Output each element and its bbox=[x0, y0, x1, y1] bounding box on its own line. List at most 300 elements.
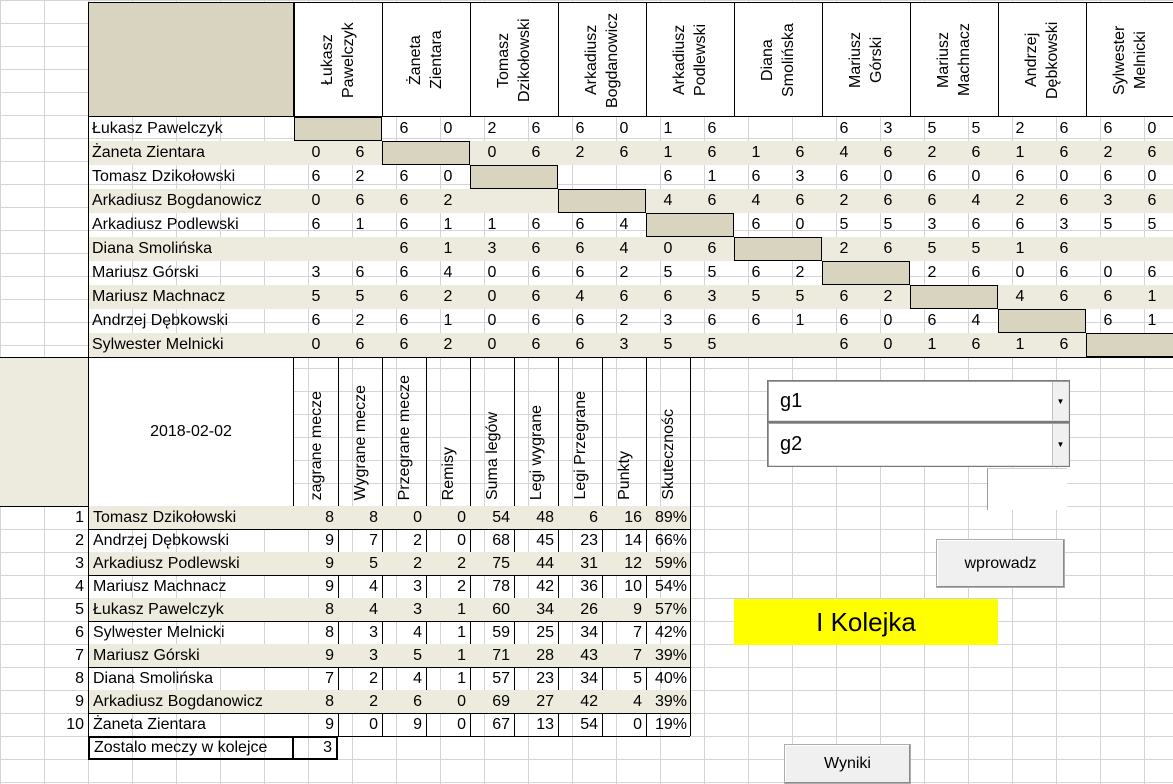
matrix-score-cell[interactable]: 6 bbox=[795, 192, 805, 209]
matrix-score-cell[interactable]: 6 bbox=[971, 144, 981, 161]
matrix-score-cell[interactable]: 6 bbox=[399, 240, 409, 257]
matrix-score-cell[interactable]: 1 bbox=[927, 336, 937, 353]
matrix-score-cell[interactable]: 6 bbox=[1103, 120, 1113, 137]
matrix-score-cell[interactable]: 2 bbox=[619, 264, 629, 281]
matrix-score-cell[interactable]: 2 bbox=[1015, 192, 1025, 209]
matrix-score-cell[interactable]: 6 bbox=[707, 120, 717, 137]
matrix-score-cell[interactable] bbox=[294, 237, 338, 261]
matrix-score-cell[interactable] bbox=[734, 333, 778, 357]
matrix-score-cell[interactable]: 6 bbox=[1103, 168, 1113, 185]
matrix-row-label: Łukasz Pawelczyk bbox=[92, 120, 223, 137]
matrix-score-cell[interactable]: 6 bbox=[883, 192, 893, 209]
matrix-score-cell[interactable]: 6 bbox=[839, 168, 849, 185]
matrix-col-header-line: Żaneta bbox=[407, 35, 424, 85]
matrix-score-cell[interactable]: 1 bbox=[487, 216, 497, 233]
matrix-score-cell[interactable]: 2 bbox=[443, 288, 453, 305]
matrix-score-cell[interactable]: 6 bbox=[399, 216, 409, 233]
matrix-score-cell[interactable]: 2 bbox=[927, 144, 937, 161]
standings-player-name: Sylwester Melnicki bbox=[88, 621, 294, 644]
matrix-score-cell[interactable]: 0 bbox=[1015, 264, 1025, 281]
standings-value: 1 bbox=[457, 646, 466, 664]
matrix-score-cell[interactable]: 6 bbox=[531, 240, 541, 257]
matrix-score-cell[interactable]: 6 bbox=[399, 336, 409, 353]
standings-value: 48 bbox=[536, 508, 554, 526]
matrix-score-cell[interactable]: 6 bbox=[839, 312, 849, 329]
matrix-col-header-line: Bogdanowicz bbox=[604, 12, 621, 108]
matrix-score-cell[interactable]: 0 bbox=[883, 168, 893, 185]
matrix-score-cell[interactable]: 0 bbox=[795, 216, 805, 233]
chevron-down-icon[interactable]: ▼ bbox=[1052, 424, 1068, 465]
matrix-score-cell[interactable]: 6 bbox=[1147, 144, 1157, 161]
standings-value: 1 bbox=[457, 669, 466, 687]
standings-value: 69 bbox=[492, 692, 510, 710]
matrix-left-border bbox=[88, 2, 89, 357]
standings-value: 66% bbox=[654, 531, 687, 549]
matrix-col-header-text bbox=[845, 10, 887, 110]
matrix-score-cell[interactable]: 1 bbox=[795, 312, 805, 329]
matrix-score-cell[interactable]: 6 bbox=[575, 120, 585, 137]
results-button[interactable] bbox=[784, 744, 911, 784]
matrix-score-cell[interactable]: 3 bbox=[1059, 216, 1069, 233]
matrix-score-cell[interactable]: 4 bbox=[443, 264, 453, 281]
matrix-row-label: Mariusz Górski bbox=[92, 264, 199, 281]
matrix-diagonal-cell bbox=[1086, 333, 1173, 357]
matrix-score-cell[interactable]: 2 bbox=[443, 336, 453, 353]
matrix-score-cell[interactable]: 6 bbox=[355, 192, 365, 209]
standings-value: 9 bbox=[325, 646, 334, 664]
standings-value: 7 bbox=[633, 623, 642, 641]
matrix-score-cell[interactable] bbox=[778, 117, 822, 141]
matrix-score-cell[interactable]: 6 bbox=[1059, 240, 1069, 257]
standings-value: 2 bbox=[457, 577, 466, 595]
matrix-score-cell[interactable]: 0 bbox=[883, 336, 893, 353]
matrix-score-cell[interactable]: 4 bbox=[751, 192, 761, 209]
standings-value: 13 bbox=[536, 715, 554, 733]
matrix-score-cell[interactable]: 6 bbox=[531, 264, 541, 281]
matrix-score-cell[interactable]: 6 bbox=[883, 144, 893, 161]
matrix-diagonal-cell bbox=[646, 213, 734, 237]
matrix-score-cell[interactable]: 6 bbox=[883, 240, 893, 257]
player1-combobox[interactable] bbox=[767, 380, 1070, 422]
standings-rank: 6 bbox=[75, 623, 84, 641]
standings-value: 42% bbox=[654, 623, 687, 641]
matrix-score-cell[interactable]: 0 bbox=[487, 264, 497, 281]
matrix-score-cell[interactable]: 3 bbox=[795, 168, 805, 185]
matrix-score-cell[interactable]: 6 bbox=[531, 216, 541, 233]
player1-combobox-value: g1 bbox=[780, 389, 803, 412]
matrix-score-cell[interactable]: 4 bbox=[971, 312, 981, 329]
matrix-score-cell[interactable]: 6 bbox=[1147, 192, 1157, 209]
standings-value: 7 bbox=[633, 646, 642, 664]
matrix-score-cell[interactable]: 6 bbox=[839, 288, 849, 305]
matrix-score-cell[interactable]: 6 bbox=[399, 288, 409, 305]
matrix-score-cell[interactable]: 6 bbox=[839, 336, 849, 353]
matrix-score-cell[interactable]: 2 bbox=[1015, 120, 1025, 137]
matrix-score-cell[interactable]: 6 bbox=[707, 312, 717, 329]
matrix-score-cell[interactable]: 6 bbox=[531, 144, 541, 161]
matrix-score-cell[interactable]: 6 bbox=[971, 336, 981, 353]
matrix-score-cell[interactable]: 6 bbox=[971, 264, 981, 281]
matrix-score-cell[interactable] bbox=[734, 117, 778, 141]
matrix-diagonal-cell bbox=[470, 165, 558, 189]
matrix-score-cell[interactable]: 4 bbox=[1015, 288, 1025, 305]
matrix-col-header-text bbox=[757, 10, 799, 110]
matrix-score-cell[interactable]: 6 bbox=[1059, 192, 1069, 209]
standings-value: 9 bbox=[633, 600, 642, 618]
matrix-score-cell[interactable]: 6 bbox=[751, 216, 761, 233]
matrix-score-cell[interactable]: 6 bbox=[751, 264, 761, 281]
matrix-score-cell[interactable]: 6 bbox=[1059, 120, 1069, 137]
standings-value: 14 bbox=[624, 531, 642, 549]
matrix-score-cell[interactable]: 6 bbox=[355, 264, 365, 281]
matrix-score-cell[interactable]: 6 bbox=[575, 240, 585, 257]
matrix-score-cell[interactable]: 6 bbox=[1103, 312, 1113, 329]
matrix-row-label: Tomasz Dzikołowski bbox=[92, 168, 236, 185]
matrix-score-cell[interactable]: 5 bbox=[883, 216, 893, 233]
standings-value: 28 bbox=[536, 646, 554, 664]
matrix-score-cell[interactable]: 2 bbox=[443, 192, 453, 209]
matrix-score-cell[interactable]: 6 bbox=[751, 312, 761, 329]
matrix-score-cell[interactable]: 2 bbox=[839, 240, 849, 257]
matrix-score-cell[interactable]: 6 bbox=[1103, 288, 1113, 305]
matrix-score-cell[interactable]: 6 bbox=[399, 192, 409, 209]
matrix-score-cell[interactable]: 1 bbox=[443, 312, 453, 329]
matrix-diagonal-cell bbox=[822, 261, 910, 285]
standings-col-header bbox=[294, 364, 338, 500]
standings-value: 8 bbox=[325, 508, 334, 526]
matrix-score-cell[interactable]: 6 bbox=[355, 336, 365, 353]
standings-value: 39% bbox=[654, 646, 687, 664]
standings-value: 4 bbox=[633, 692, 642, 710]
matrix-score-cell[interactable]: 2 bbox=[883, 288, 893, 305]
standings-value: 68 bbox=[492, 531, 510, 549]
matrix-score-cell[interactable]: 6 bbox=[531, 312, 541, 329]
matrix-score-cell[interactable]: 0 bbox=[487, 312, 497, 329]
matrix-col-header-line: Mariusz bbox=[847, 32, 864, 89]
matrix-score-cell[interactable]: 6 bbox=[1059, 336, 1069, 353]
matrix-diagonal-cell bbox=[294, 117, 382, 141]
matrix-score-cell[interactable]: 6 bbox=[707, 144, 717, 161]
standings-value: 9 bbox=[325, 554, 334, 572]
matrix-col-header-line: Łukasz bbox=[319, 34, 336, 86]
standings-value: 6 bbox=[413, 692, 422, 710]
standings-value: 8 bbox=[325, 623, 334, 641]
matrix-score-cell[interactable]: 6 bbox=[1147, 264, 1157, 281]
matrix-score-cell[interactable]: 2 bbox=[355, 168, 365, 185]
matrix-score-cell[interactable]: 2 bbox=[619, 312, 629, 329]
matrix-score-cell[interactable]: 1 bbox=[443, 240, 453, 257]
matrix-score-cell[interactable]: 3 bbox=[619, 336, 629, 353]
standings-value: 5 bbox=[633, 669, 642, 687]
matrix-score-cell[interactable]: 1 bbox=[1015, 144, 1025, 161]
matrix-score-cell[interactable]: 3 bbox=[487, 240, 497, 257]
matrix-col-header-text bbox=[581, 10, 623, 110]
matrix-row-label: Mariusz Machnacz bbox=[92, 288, 226, 305]
matrix-score-cell[interactable]: 3 bbox=[883, 120, 893, 137]
matrix-score-cell[interactable]: 1 bbox=[1147, 288, 1157, 305]
matrix-score-cell[interactable]: 6 bbox=[619, 144, 629, 161]
matrix-score-cell[interactable]: 6 bbox=[1059, 264, 1069, 281]
matrix-score-cell[interactable]: 6 bbox=[927, 192, 937, 209]
matrix-score-cell[interactable]: 5 bbox=[751, 288, 761, 305]
matrix-score-cell[interactable]: 6 bbox=[927, 312, 937, 329]
matrix-score-cell[interactable]: 0 bbox=[487, 336, 497, 353]
matrix-score-cell[interactable]: 4 bbox=[663, 192, 673, 209]
standings-value: 23 bbox=[580, 531, 598, 549]
standings-value: 26 bbox=[580, 600, 598, 618]
standings-player-name: Żaneta Zientara bbox=[88, 713, 294, 736]
standings-value: 3 bbox=[369, 646, 378, 664]
matrix-col-header bbox=[382, 10, 470, 110]
matrix-score-cell[interactable]: 6 bbox=[575, 216, 585, 233]
matrix-col-header-line: Andrzej bbox=[1023, 32, 1040, 88]
matrix-score-cell[interactable]: 1 bbox=[355, 216, 365, 233]
matrix-score-cell[interactable]: 6 bbox=[355, 144, 365, 161]
matrix-score-cell[interactable]: 1 bbox=[663, 120, 673, 137]
matrix-score-cell[interactable] bbox=[1130, 237, 1173, 261]
matrix-score-cell[interactable]: 6 bbox=[619, 288, 629, 305]
matrix-col-header-text bbox=[1109, 10, 1151, 110]
matrix-score-cell[interactable]: 5 bbox=[707, 264, 717, 281]
matrix-col-header-text bbox=[405, 10, 447, 110]
matrix-score-cell[interactable]: 0 bbox=[443, 168, 453, 185]
standings-player-name: Mariusz Machnacz bbox=[88, 575, 294, 598]
matrix-score-cell[interactable]: 2 bbox=[487, 120, 497, 137]
matrix-col-header-text bbox=[317, 10, 359, 110]
standings-value: 0 bbox=[457, 508, 466, 526]
matrix-col-header-line: Machnacz bbox=[956, 23, 973, 97]
matrix-col-header-line: Mariusz bbox=[935, 32, 952, 89]
matrix-diagonal-cell bbox=[998, 309, 1086, 333]
matrix-score-cell[interactable] bbox=[470, 189, 514, 213]
submit-button[interactable] bbox=[936, 539, 1065, 588]
matrix-diagonal-cell bbox=[734, 237, 822, 261]
submit-button-label: wprowadz bbox=[964, 554, 1037, 572]
matrix-score-cell[interactable] bbox=[514, 189, 558, 213]
matrix-score-cell[interactable]: 6 bbox=[575, 264, 585, 281]
chevron-down-icon[interactable]: ▼ bbox=[1052, 382, 1068, 420]
standings-value: 7 bbox=[325, 669, 334, 687]
matrix-score-cell[interactable]: 4 bbox=[575, 288, 585, 305]
matrix-score-cell[interactable]: 2 bbox=[795, 264, 805, 281]
round-label-text: I Kolejka bbox=[816, 606, 916, 637]
matrix-score-cell[interactable]: 6 bbox=[399, 120, 409, 137]
matrix-col-header bbox=[998, 10, 1086, 110]
matrix-score-cell[interactable]: 1 bbox=[443, 216, 453, 233]
remaining-matches-value: 3 bbox=[294, 736, 338, 760]
matrix-score-cell[interactable]: 5 bbox=[355, 288, 365, 305]
standings-value: 36 bbox=[580, 577, 598, 595]
matrix-score-cell[interactable]: 0 bbox=[311, 192, 321, 209]
matrix-score-cell[interactable]: 6 bbox=[311, 312, 321, 329]
matrix-score-cell[interactable]: 6 bbox=[399, 312, 409, 329]
player2-combobox[interactable] bbox=[767, 422, 1070, 467]
standings-col-header bbox=[382, 364, 426, 500]
standings-col-header bbox=[646, 364, 690, 500]
matrix-col-header-line: Zientara bbox=[428, 30, 445, 90]
standings-col-header bbox=[602, 364, 646, 500]
matrix-score-cell[interactable] bbox=[338, 237, 382, 261]
standings-value: 59% bbox=[654, 554, 687, 572]
matrix-score-cell[interactable]: 6 bbox=[1015, 216, 1025, 233]
standings-rank: 1 bbox=[75, 508, 84, 526]
matrix-diagonal-cell bbox=[382, 141, 470, 165]
score-input-box[interactable] bbox=[987, 468, 1067, 510]
matrix-score-cell[interactable]: 1 bbox=[1015, 240, 1025, 257]
matrix-score-cell[interactable]: 6 bbox=[575, 336, 585, 353]
matrix-score-cell[interactable]: 4 bbox=[619, 240, 629, 257]
standings-value: 42 bbox=[536, 577, 554, 595]
matrix-score-cell[interactable]: 6 bbox=[531, 336, 541, 353]
standings-value: 9 bbox=[413, 715, 422, 733]
matrix-score-cell[interactable]: 5 bbox=[1147, 216, 1157, 233]
standings-col-header bbox=[514, 364, 558, 500]
matrix-score-cell[interactable]: 6 bbox=[531, 288, 541, 305]
matrix-score-cell[interactable]: 1 bbox=[1147, 312, 1157, 329]
standings-rank: 3 bbox=[75, 554, 84, 572]
standings-value: 44 bbox=[536, 554, 554, 572]
matrix-score-cell[interactable]: 0 bbox=[311, 336, 321, 353]
matrix-score-cell[interactable]: 0 bbox=[663, 240, 673, 257]
matrix-score-cell[interactable]: 0 bbox=[443, 120, 453, 137]
matrix-score-cell[interactable]: 0 bbox=[619, 120, 629, 137]
matrix-score-cell[interactable]: 6 bbox=[795, 144, 805, 161]
matrix-score-cell[interactable]: 0 bbox=[1059, 168, 1069, 185]
matrix-score-cell[interactable]: 5 bbox=[1103, 216, 1113, 233]
matrix-diagonal-cell bbox=[910, 285, 998, 309]
matrix-score-cell[interactable]: 6 bbox=[1059, 144, 1069, 161]
matrix-score-cell[interactable]: 5 bbox=[839, 216, 849, 233]
matrix-score-cell[interactable]: 6 bbox=[707, 192, 717, 209]
matrix-col-header-text bbox=[493, 10, 535, 110]
matrix-score-cell[interactable]: 6 bbox=[971, 216, 981, 233]
matrix-col-header bbox=[470, 10, 558, 110]
standings-right-border bbox=[690, 358, 691, 736]
matrix-score-cell[interactable]: 6 bbox=[1059, 288, 1069, 305]
matrix-score-cell[interactable] bbox=[558, 165, 602, 189]
remaining-matches-label: Zostalo meczy w kolejce bbox=[88, 736, 294, 760]
matrix-score-cell[interactable]: 0 bbox=[1147, 168, 1157, 185]
matrix-score-cell[interactable]: 0 bbox=[971, 168, 981, 185]
standings-value: 34 bbox=[580, 669, 598, 687]
matrix-score-cell[interactable]: 4 bbox=[971, 192, 981, 209]
standings-rank: 2 bbox=[75, 531, 84, 549]
standings-value: 42 bbox=[580, 692, 598, 710]
matrix-score-cell[interactable]: 5 bbox=[795, 288, 805, 305]
matrix-score-cell[interactable] bbox=[602, 165, 646, 189]
matrix-score-cell[interactable]: 1 bbox=[1015, 336, 1025, 353]
matrix-score-cell[interactable]: 6 bbox=[399, 168, 409, 185]
matrix-score-cell[interactable]: 6 bbox=[751, 168, 761, 185]
standings-col-header-text: Suma legów bbox=[483, 411, 501, 500]
standings-rank: 8 bbox=[75, 669, 84, 687]
standings-col-header-text: Legi Przegrane bbox=[571, 391, 589, 500]
standings-rank: 10 bbox=[66, 715, 84, 733]
matrix-score-cell[interactable]: 1 bbox=[663, 144, 673, 161]
matrix-score-cell[interactable]: 3 bbox=[927, 216, 937, 233]
standings-value: 6 bbox=[589, 508, 598, 526]
standings-value: 23 bbox=[536, 669, 554, 687]
standings-rank: 5 bbox=[75, 600, 84, 618]
matrix-score-cell[interactable]: 5 bbox=[927, 240, 937, 257]
matrix-score-cell[interactable]: 6 bbox=[839, 120, 849, 137]
standings-value: 5 bbox=[413, 646, 422, 664]
standings-value: 2 bbox=[457, 554, 466, 572]
matrix-score-cell[interactable]: 2 bbox=[575, 144, 585, 161]
standings-value: 0 bbox=[413, 508, 422, 526]
matrix-score-cell[interactable]: 2 bbox=[927, 264, 937, 281]
matrix-score-cell[interactable]: 3 bbox=[707, 288, 717, 305]
matrix-score-cell[interactable]: 5 bbox=[663, 336, 673, 353]
matrix-score-cell[interactable] bbox=[778, 333, 822, 357]
standings-value: 8 bbox=[369, 508, 378, 526]
matrix-score-cell[interactable]: 6 bbox=[575, 312, 585, 329]
matrix-score-cell[interactable]: 6 bbox=[1015, 168, 1025, 185]
matrix-score-cell[interactable]: 6 bbox=[663, 288, 673, 305]
matrix-score-cell[interactable]: 6 bbox=[663, 168, 673, 185]
standings-value: 4 bbox=[369, 600, 378, 618]
standings-value: 78 bbox=[492, 577, 510, 595]
matrix-score-cell[interactable]: 0 bbox=[883, 312, 893, 329]
standings-value: 0 bbox=[457, 715, 466, 733]
matrix-score-cell[interactable]: 2 bbox=[839, 192, 849, 209]
matrix-score-cell[interactable]: 0 bbox=[487, 288, 497, 305]
matrix-row-label: Arkadiusz Bogdanowicz bbox=[92, 192, 262, 209]
standings-rank: 4 bbox=[75, 577, 84, 595]
standings-value: 67 bbox=[492, 715, 510, 733]
matrix-score-cell[interactable]: 3 bbox=[663, 312, 673, 329]
matrix-score-cell[interactable]: 2 bbox=[1103, 144, 1113, 161]
matrix-score-cell[interactable]: 5 bbox=[311, 288, 321, 305]
matrix-col-header bbox=[294, 10, 382, 110]
matrix-score-cell[interactable]: 6 bbox=[311, 216, 321, 233]
matrix-score-cell[interactable]: 6 bbox=[927, 168, 937, 185]
matrix-score-cell[interactable]: 6 bbox=[707, 240, 717, 257]
matrix-score-cell[interactable]: 5 bbox=[971, 120, 981, 137]
matrix-score-cell[interactable]: 3 bbox=[311, 264, 321, 281]
matrix-score-cell[interactable]: 6 bbox=[311, 168, 321, 185]
matrix-score-cell[interactable]: 4 bbox=[619, 216, 629, 233]
matrix-score-cell[interactable]: 1 bbox=[707, 168, 717, 185]
matrix-score-cell[interactable]: 0 bbox=[311, 144, 321, 161]
matrix-score-cell[interactable]: 0 bbox=[1147, 120, 1157, 137]
standings-col-header-text: Wygrane mecze bbox=[351, 384, 369, 500]
standings-value: 57% bbox=[654, 600, 687, 618]
matrix-score-cell[interactable] bbox=[1086, 237, 1130, 261]
standings-value: 3 bbox=[369, 623, 378, 641]
matrix-score-cell[interactable]: 6 bbox=[399, 264, 409, 281]
matrix-col-header bbox=[646, 10, 734, 110]
matrix-col-header-text bbox=[669, 10, 711, 110]
standings-player-name: Tomasz Dzikołowski bbox=[88, 506, 294, 529]
matrix-score-cell[interactable]: 2 bbox=[355, 312, 365, 329]
round-label bbox=[734, 599, 998, 645]
matrix-score-cell[interactable]: 0 bbox=[487, 144, 497, 161]
matrix-score-cell[interactable]: 4 bbox=[839, 144, 849, 161]
matrix-score-cell[interactable]: 5 bbox=[927, 120, 937, 137]
matrix-col-header bbox=[910, 10, 998, 110]
matrix-score-cell[interactable]: 5 bbox=[707, 336, 717, 353]
matrix-score-cell[interactable]: 5 bbox=[663, 264, 673, 281]
matrix-score-cell[interactable]: 5 bbox=[971, 240, 981, 257]
standings-player-name: Arkadiusz Podlewski bbox=[88, 552, 294, 575]
matrix-col-header-line: Górski bbox=[868, 36, 885, 84]
matrix-col-header-line: Dzikołowski bbox=[516, 18, 533, 102]
matrix-score-cell[interactable]: 0 bbox=[1103, 264, 1113, 281]
matrix-score-cell[interactable]: 6 bbox=[531, 120, 541, 137]
matrix-score-cell[interactable]: 3 bbox=[1103, 192, 1113, 209]
matrix-score-cell[interactable]: 1 bbox=[751, 144, 761, 161]
